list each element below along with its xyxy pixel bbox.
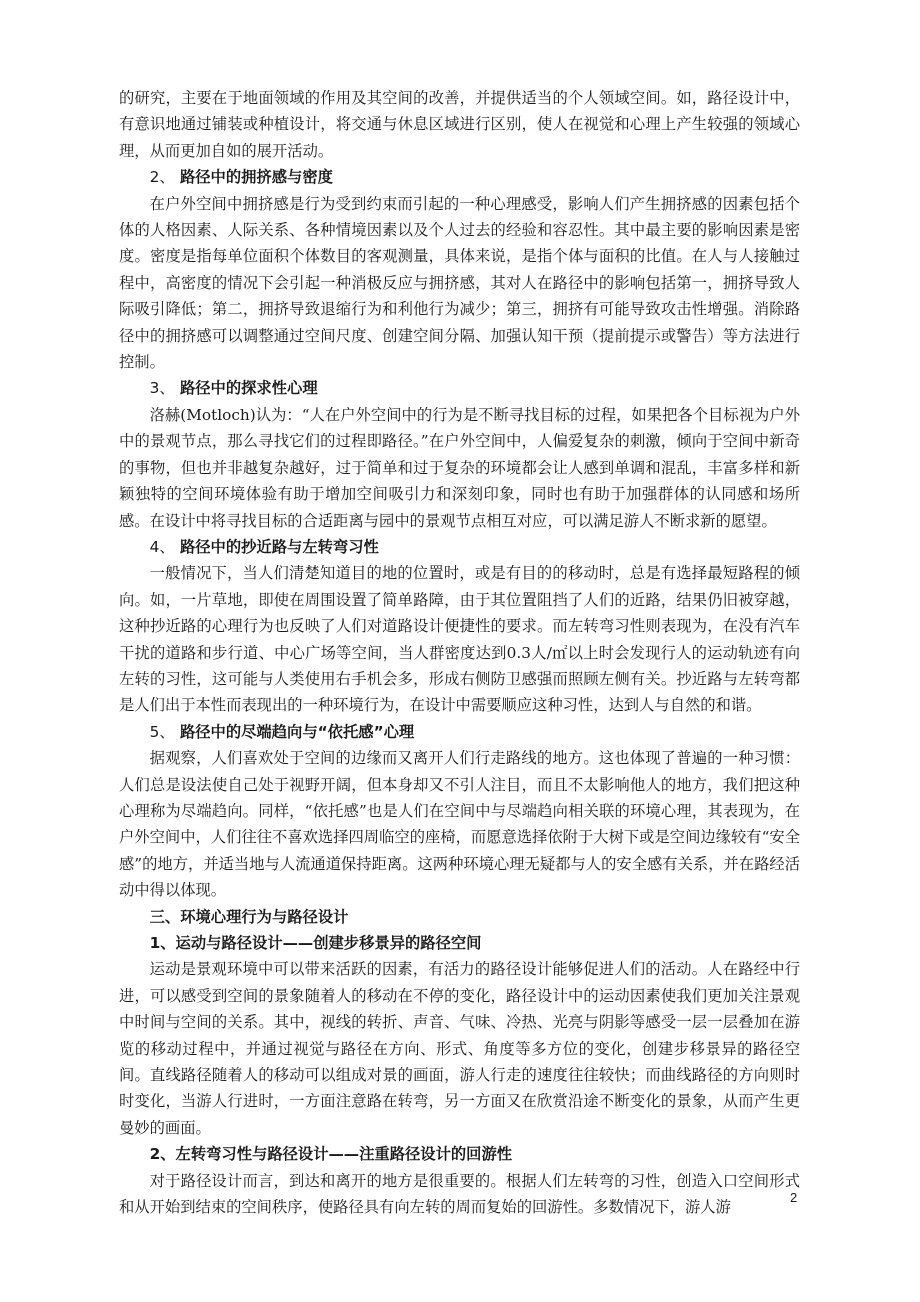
heading-text: 路径中的拥挤感与密度 — [174, 168, 333, 187]
heading-number: 5、 — [149, 722, 175, 741]
page-number: 2 — [790, 1190, 798, 1205]
paragraph: 洛赫(Motloch)认为：“人在户外空间中的行为是不断寻找目标的过程，如果把各个目标视为户外中的景观节点，那么寻找它们的过程即路径。”在户外空间中，人偏爱复杂的刺激，倾向于空间中新奇的事物，但也并非越复杂越好，过于简单和过于复杂的环境都会让人感到单调和混乱，丰富多样和新颖独特的空间环境体验有助于增加空间吸引力和深刻印象，同时也有助于加强群体的认同感和场所感。在设计中将寻找目标的合适距离与园中的景观节点相互对应，可以满足游人不断求新的愿望。 — [119, 405, 800, 530]
document-body — [119, 85, 800, 1220]
heading-text: 2、左转弯习性与路径设计——注重路径设计的回游性 — [149, 1145, 513, 1164]
heading-text: 三、环境心理行为与路径设计 — [149, 907, 349, 926]
subsection-heading — [119, 375, 800, 401]
paragraph: 在户外空间中拥挤感是行为受到约束而引起的一种心理感受，影响人们产生拥挤感的因素包括个体的人格因素、人际关系、各种情境因素以及个人过去的经验和容忍性。其中最主要的影响因素是密度。密度是指每单位面积个体数目的客观测量，具体来说，是指个体与面积的比值。在人与人接触过程中，高密度的情况下会引起一种消极反应与拥挤感，其对人在路径中的影响包括第一，拥挤导致人际吸引降低；第二，拥挤导致退缩行为和利他行为减少；第三，拥挤有可能导致攻击性增强。消除路径中的拥挤感可以调整通过空间尺度、创建空间分隔、加强认知干预（提前提示或警告）等方法进行控制。 — [119, 194, 800, 372]
heading-number: 2、 — [149, 168, 175, 187]
paragraph: 的研究，主要在于地面领域的作用及其空间的改善，并提供适当的个人领域空间。如，路径设计中，有意识地通过铺装或种植设计，将交通与休息区域进行区别，使人在视觉和心理上产生较强的领域心理，从而更加自如的展开活动。 — [119, 89, 800, 160]
paragraph: 对于路径设计而言，到达和离开的地方是很重要的。根据人们左转弯的习性，创造入口空间形式和从开始到结束的空间秩序，使路径具有向左转的周而复始的回游性。多数情况下，游人游 — [119, 1171, 800, 1217]
subsection-heading — [119, 930, 800, 956]
section-heading — [119, 904, 800, 930]
heading-number: 3、 — [149, 379, 175, 398]
subsection-heading — [119, 719, 800, 745]
paragraph: 据观察，人们喜欢处于空间的边缘而又离开人们行走路线的地方。这也体现了普遍的一种习惯：人们总是设法使自己处于视野开阔，但本身却又不引人注目，而且不太影响他人的地方，我们把这种心理称为尽端趋向。同样，“依托感”也是人们在空间中与尽端趋向相关联的环境心理，其表现为，在户外空间中，人们往往不喜欢选择四周临空的座椅，而愿意选择依附于大树下或是空间边缘较有“安全感”的地方，并适当地与人流通道保持距离。这两种环境心理无疑都与人的安全感有关系，并在路经活动中得以体现。 — [119, 749, 800, 900]
subsection-heading — [119, 534, 800, 560]
heading-number: 4、 — [149, 537, 175, 556]
subsection-heading — [119, 1141, 800, 1167]
heading-text: 路径中的尽端趋向与“依托感”心理 — [174, 722, 415, 741]
heading-text: 1、运动与路径设计——创建步移景异的路径空间 — [149, 934, 482, 952]
subsection-heading — [119, 164, 800, 190]
paragraph: 一般情况下，当人们清楚知道目的地的位置时，或是有目的的移动时，总是有选择最短路程的倾向。如，一片草地，即使在周围设置了简单路障，由于其位置阻挡了人们的近路，结果仍旧被穿越，这种抄近路的心理行为也反映了人们对道路设计便捷性的要求。而左转弯习性则表现为，在没有汽车干扰的道路和步行道、中心广场等空间，当人群密度达到0.3人/㎡以上时会发现行人的运动轨迹有向左转的习性，这可能与人类使用右手机会多，形成右侧防卫感强而照顾左侧有关。抄近路与左转弯都是人们出于本性而表现出的一种环境行为，在设计中需要顺应这种习性，达到人与自然的和谐。 — [119, 564, 800, 715]
heading-text: 路径中的抄近路与左转弯习性 — [174, 537, 379, 556]
heading-text: 路径中的探求性心理 — [174, 379, 318, 398]
paragraph: 运动是景观环境中可以带来活跃的因素，有活力的路径设计能够促进人们的活动。人在路经中行进，可以感受到空间的景象随着人的移动在不停的变化，路径设计中的运动因素使我们更加关注景观中时间与空间的关系。其中，视线的转折、声音、气味、冷热、光亮与阴影等感受一层一层叠加在游览的移动过程中，并通过视觉与路径在方向、形式、角度等多方位的变化，创建步移景异的路径空间。直线路径随着人的移动可以组成对景的画面，游人行走的速度往往较快；而曲线路径的方向则时时变化，当游人行进时，一方面注意路在转弯，另一方面又在欣赏沿途不断变化的景象，从而产生更曼妙的画面。 — [119, 960, 800, 1137]
